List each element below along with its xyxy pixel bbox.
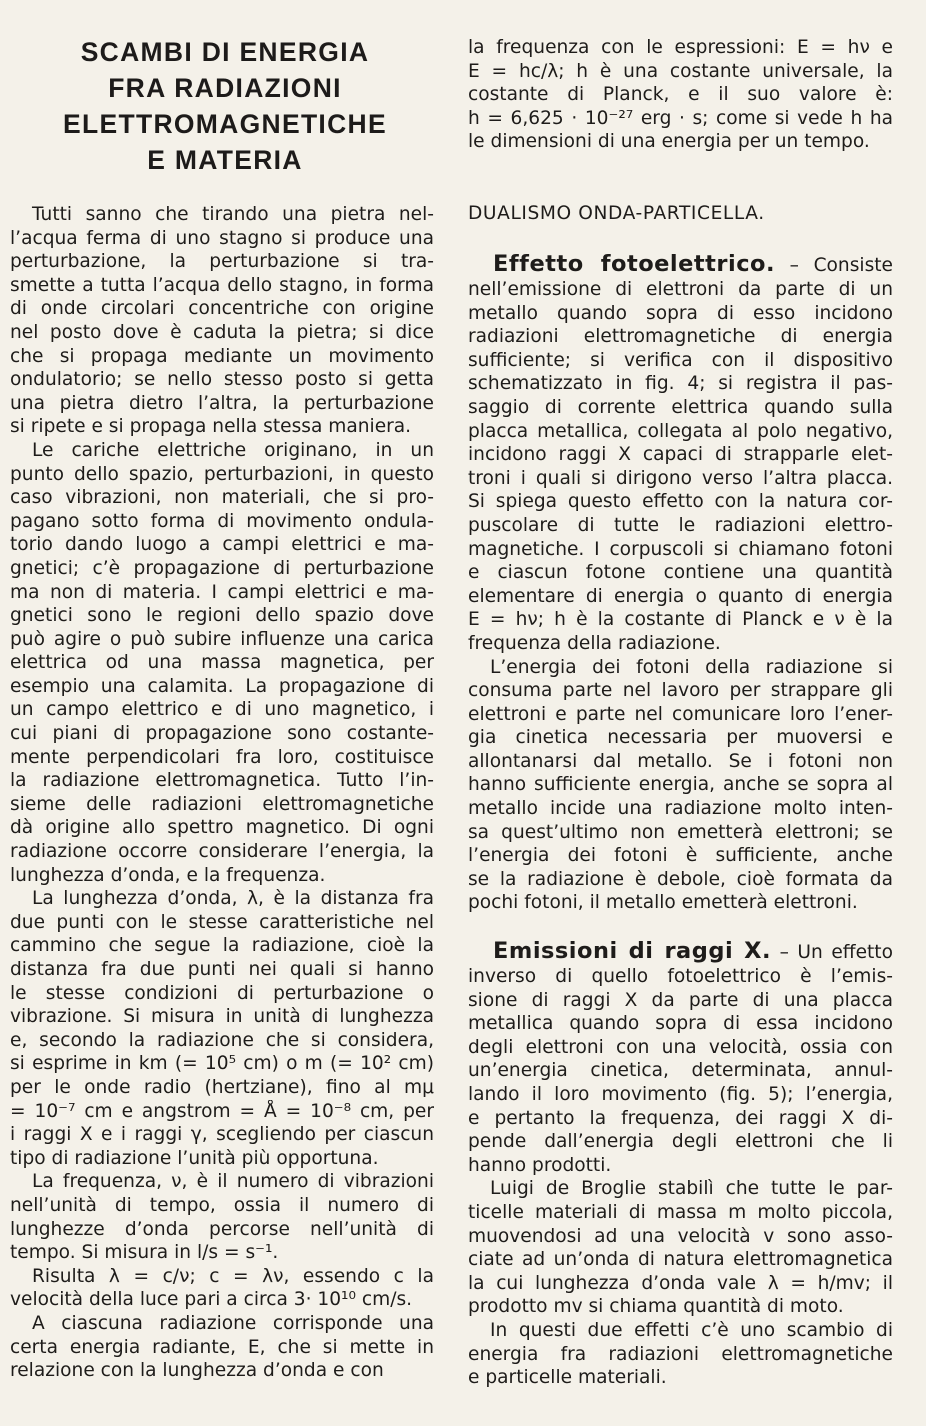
text-line: mente perpendicolari fra loro, costituisce (10, 746, 434, 768)
text-line: gnetici; c’è propagazione di perturbazione (10, 557, 434, 579)
text-line: esempio una calamita. La propagazione di (10, 675, 434, 697)
text-line: radiazioni elettromagnetiche di energia (468, 326, 893, 348)
text-line: gia cinetica necessaria per muoversi e (468, 727, 893, 749)
text-line: In questi due effetti c’è uno scambio di (490, 1319, 893, 1341)
photoelectric-body (468, 278, 893, 915)
text-line: inverso di quello fotoelettrico è l’emis- (468, 966, 893, 987)
title-line: FRA RADIAZIONI (108, 73, 342, 103)
text-line: tempo. Si misura in l/s = s⁻¹. (10, 1242, 279, 1264)
text-line: A ciascuna radiazione corrisponde una (32, 1312, 434, 1334)
text-line: dà origine allo spettro magnetico. Di ogni (10, 817, 434, 839)
text-line: radiazione occorre considerare l’energia, la (10, 841, 434, 863)
text-line: troni i quali si dirigono verso l’altra placca. (468, 467, 893, 489)
text-line: elettroni e parte nel comunicare loro l’ener- (468, 703, 893, 725)
text-line: consuma parte nel lavoro per strappare gli (468, 680, 893, 702)
text-line: e, secondo la radiazione che si considera, (10, 1029, 434, 1051)
section-heading: DUALISMO ONDA-PARTICELLA. (468, 203, 765, 224)
text-line: puscolare di tutte le radiazioni elettro- (468, 514, 893, 536)
text-line: nell’unità di tempo, ossia il numero di (10, 1194, 434, 1216)
text-line: un campo elettrico e di uno magnetico, i (10, 699, 434, 721)
text-line: per le onde radio (hertziane), fino al mμ (10, 1076, 434, 1098)
xray-first-line (468, 937, 893, 965)
text-line: può agire o può subire influenze una carica (10, 628, 434, 650)
text-line: certa energia radiante, E, che si mette in (10, 1336, 434, 1358)
text-line: prodotto mv si chiama quantità di moto. (468, 1296, 844, 1318)
text-line: saggio di corrente elettrica quando sulla (468, 396, 893, 418)
text-line: e ciascun fotone contiene una quantità (468, 562, 893, 584)
text-line: sieme delle radiazioni elettromagnetiche (10, 793, 434, 815)
text-line: l’acqua ferma di uno stagno si produce una (10, 227, 434, 249)
text-line: punto dello spazio, perturbazioni, in questo (10, 463, 434, 485)
text-line: lunghezza d’onda, e la frequenza. (10, 864, 326, 886)
text-line: elementare di energia o quanto di energia (468, 585, 893, 607)
text-line: ciate ad un’onda di natura elettromagnetica (468, 1249, 893, 1271)
text-line: Le cariche elettriche originano, in un (32, 439, 434, 461)
text-line: Luigi de Broglie stabilì che tutte le par- (490, 1178, 893, 1200)
text-line: e particelle materiali. (468, 1367, 667, 1389)
text-line: incidono raggi X capaci di strapparle elet- (468, 444, 893, 466)
text-line: magnetiche. I corpuscoli si chiamano fotoni (468, 538, 893, 560)
text-line: La frequenza, ν, è il numero di vibrazioni (32, 1171, 434, 1193)
xray-first-line-rest: – Un effetto (779, 942, 893, 963)
text-line: E = hc/λ; h è una costante universale, la (468, 60, 893, 82)
text-line: La lunghezza d’onda, λ, è la distanza fra (32, 888, 434, 910)
text-line: metallica quando sopra di essa incidono (468, 1013, 893, 1035)
xray-section (468, 937, 893, 1390)
text-line: la radiazione elettromagnetica. Tutto l’in- (10, 770, 434, 792)
article-title (10, 34, 440, 178)
text-line: torio dando luogo a campi elettrici e ma- (10, 534, 434, 556)
text-line: ma non di materia. I campi elettrici e ma- (10, 581, 434, 603)
text-line: hanno prodotti. (468, 1154, 612, 1176)
text-line: muovendosi ad una velocità v sono asso- (468, 1225, 893, 1247)
text-line: che si propaga mediante un movimento (10, 345, 434, 367)
text-line: E = hν; h è la costante di Planck e ν è la (468, 609, 893, 631)
text-line: un’energia cinetica, determinata, annul- (468, 1060, 893, 1082)
right-intro-text (468, 36, 893, 154)
text-line: schematizzato in fig. 4; si registra il pas- (468, 373, 893, 395)
xray-body (468, 965, 893, 1390)
text-line: l’energia dei fotoni è sufficiente, anche (468, 845, 893, 867)
title-line: ELETTROMAGNETICHE (63, 109, 387, 139)
text-line: la cui lunghezza d’onda vale λ = h/mv; il (468, 1272, 893, 1294)
text-line: vibrazione. Si misura in unità di lunghezza (10, 1006, 434, 1028)
text-line: perturbazione, la perturbazione si tra- (10, 251, 434, 273)
text-line: pagano sotto forma di movimento ondula- (10, 510, 434, 532)
text-line: elettrica od una massa magnetica, per (10, 652, 434, 674)
photoelectric-first-line-rest: – Consiste (789, 255, 893, 276)
text-line: smette a tutta l’acqua dello stagno, in forma (10, 274, 434, 296)
text-line: pende dall’energia degli elettroni che li (468, 1131, 893, 1153)
text-line: di onde circolari concentriche con origine (10, 298, 434, 320)
text-line: frequenza della radiazione. (468, 632, 721, 654)
text-line: sufficiente; si verifica con il dispositivo (468, 349, 893, 371)
text-line: ondulatorio; se nello stesso posto si getta (10, 369, 434, 391)
text-line: una pietra dietro l’altra, la perturbazione (10, 392, 434, 414)
photoelectric-first-line (468, 250, 893, 278)
text-line: metallo incide una radiazione molto inten- (468, 798, 893, 820)
title-line: E MATERIA (147, 145, 303, 175)
text-line: L’energia dei fotoni della radiazione si (490, 656, 893, 678)
text-line: si esprime in km (= 10⁵ cm) o m (= 10² cm) (10, 1053, 434, 1075)
text-line: h = 6,625 · 10⁻²⁷ erg · s; come si vede h ha (468, 107, 893, 129)
text-line: e pertanto la frequenza, dei raggi X di- (468, 1107, 893, 1129)
text-line: costante di Planck, e il suo valore è: (468, 84, 893, 106)
text-line: relazione con la lunghezza d’onda e con (10, 1360, 384, 1382)
left-column-text (10, 203, 434, 1383)
text-line: degli elettroni con una velocità, ossia con (468, 1036, 893, 1058)
xray-heading: Emissioni di raggi X. (493, 938, 772, 964)
text-line: si ripete e si propaga nella stessa maniera. (10, 416, 412, 438)
text-line: le stesse condizioni di perturbazione o (10, 982, 434, 1004)
title-line: SCAMBI DI ENERGIA (80, 37, 370, 67)
text-line: le dimensioni di una energia per un tempo. (468, 131, 870, 153)
text-line: = 10⁻⁷ cm e angstrom = Å = 10⁻⁸ cm, per (10, 1100, 434, 1122)
text-line: allontanarsi dal metallo. Se i fotoni non (468, 750, 893, 772)
text-line: gnetici sono le regioni dello spazio dove (10, 605, 434, 627)
text-line: caso vibrazioni, non materiali, che si pro- (10, 487, 434, 509)
text-line: due punti con le stesse caratteristiche nel (10, 911, 434, 933)
photoelectric-section (468, 250, 893, 915)
photoelectric-heading: Effetto fotoelettrico. (493, 251, 776, 277)
text-line: distanza fra due punti nei quali si hanno (10, 959, 434, 980)
text-line: energia fra radiazioni elettromagnetiche (468, 1343, 893, 1365)
text-line: se la radiazione è debole, cioè formata da (468, 868, 893, 890)
text-line: cammino che segue la radiazione, cioè la (10, 935, 434, 957)
text-line: nel posto dove è caduta la pietra; si dice (10, 321, 434, 343)
text-line: Risulta λ = c/ν; c = λν, essendo c la (32, 1265, 434, 1287)
text-line: Tutti sanno che tirando una pietra nel- (32, 204, 434, 225)
text-line: cui piani di propagazione sono costante- (10, 723, 434, 745)
text-line: nell’emissione di elettroni da parte di un (468, 279, 893, 300)
text-line: hanno sufficiente energia, anche se sopra al (468, 774, 893, 796)
text-line: lunghezze d’onda percorse nell’unità di (10, 1218, 434, 1240)
text-line: tipo di radiazione l’unità più opportuna. (10, 1147, 379, 1169)
text-line: velocità della luce pari a circa 3· 10¹⁰ cm/s. (10, 1289, 413, 1311)
text-line: placca metallica, collegata al polo negativo, (468, 420, 893, 442)
text-line: i raggi X e i raggi γ, scegliendo per ciascun (10, 1124, 434, 1146)
text-line: sione di raggi X da parte di una placca (468, 989, 893, 1011)
text-line: pochi fotoni, il metallo emetterà elettroni. (468, 892, 858, 914)
text-line: sa quest’ultimo non emetterà elettroni; se (468, 821, 893, 843)
text-line: Si spiega questo effetto con la natura cor- (468, 491, 893, 513)
text-line: lando il loro movimento (fig. 5); l’energia, (468, 1083, 893, 1105)
text-line: ticelle materiali di massa m molto piccola, (468, 1201, 893, 1223)
text-line: la frequenza con le espressioni: E = hν e (468, 37, 893, 58)
text-line: metallo quando sopra di esso incidono (468, 302, 893, 324)
